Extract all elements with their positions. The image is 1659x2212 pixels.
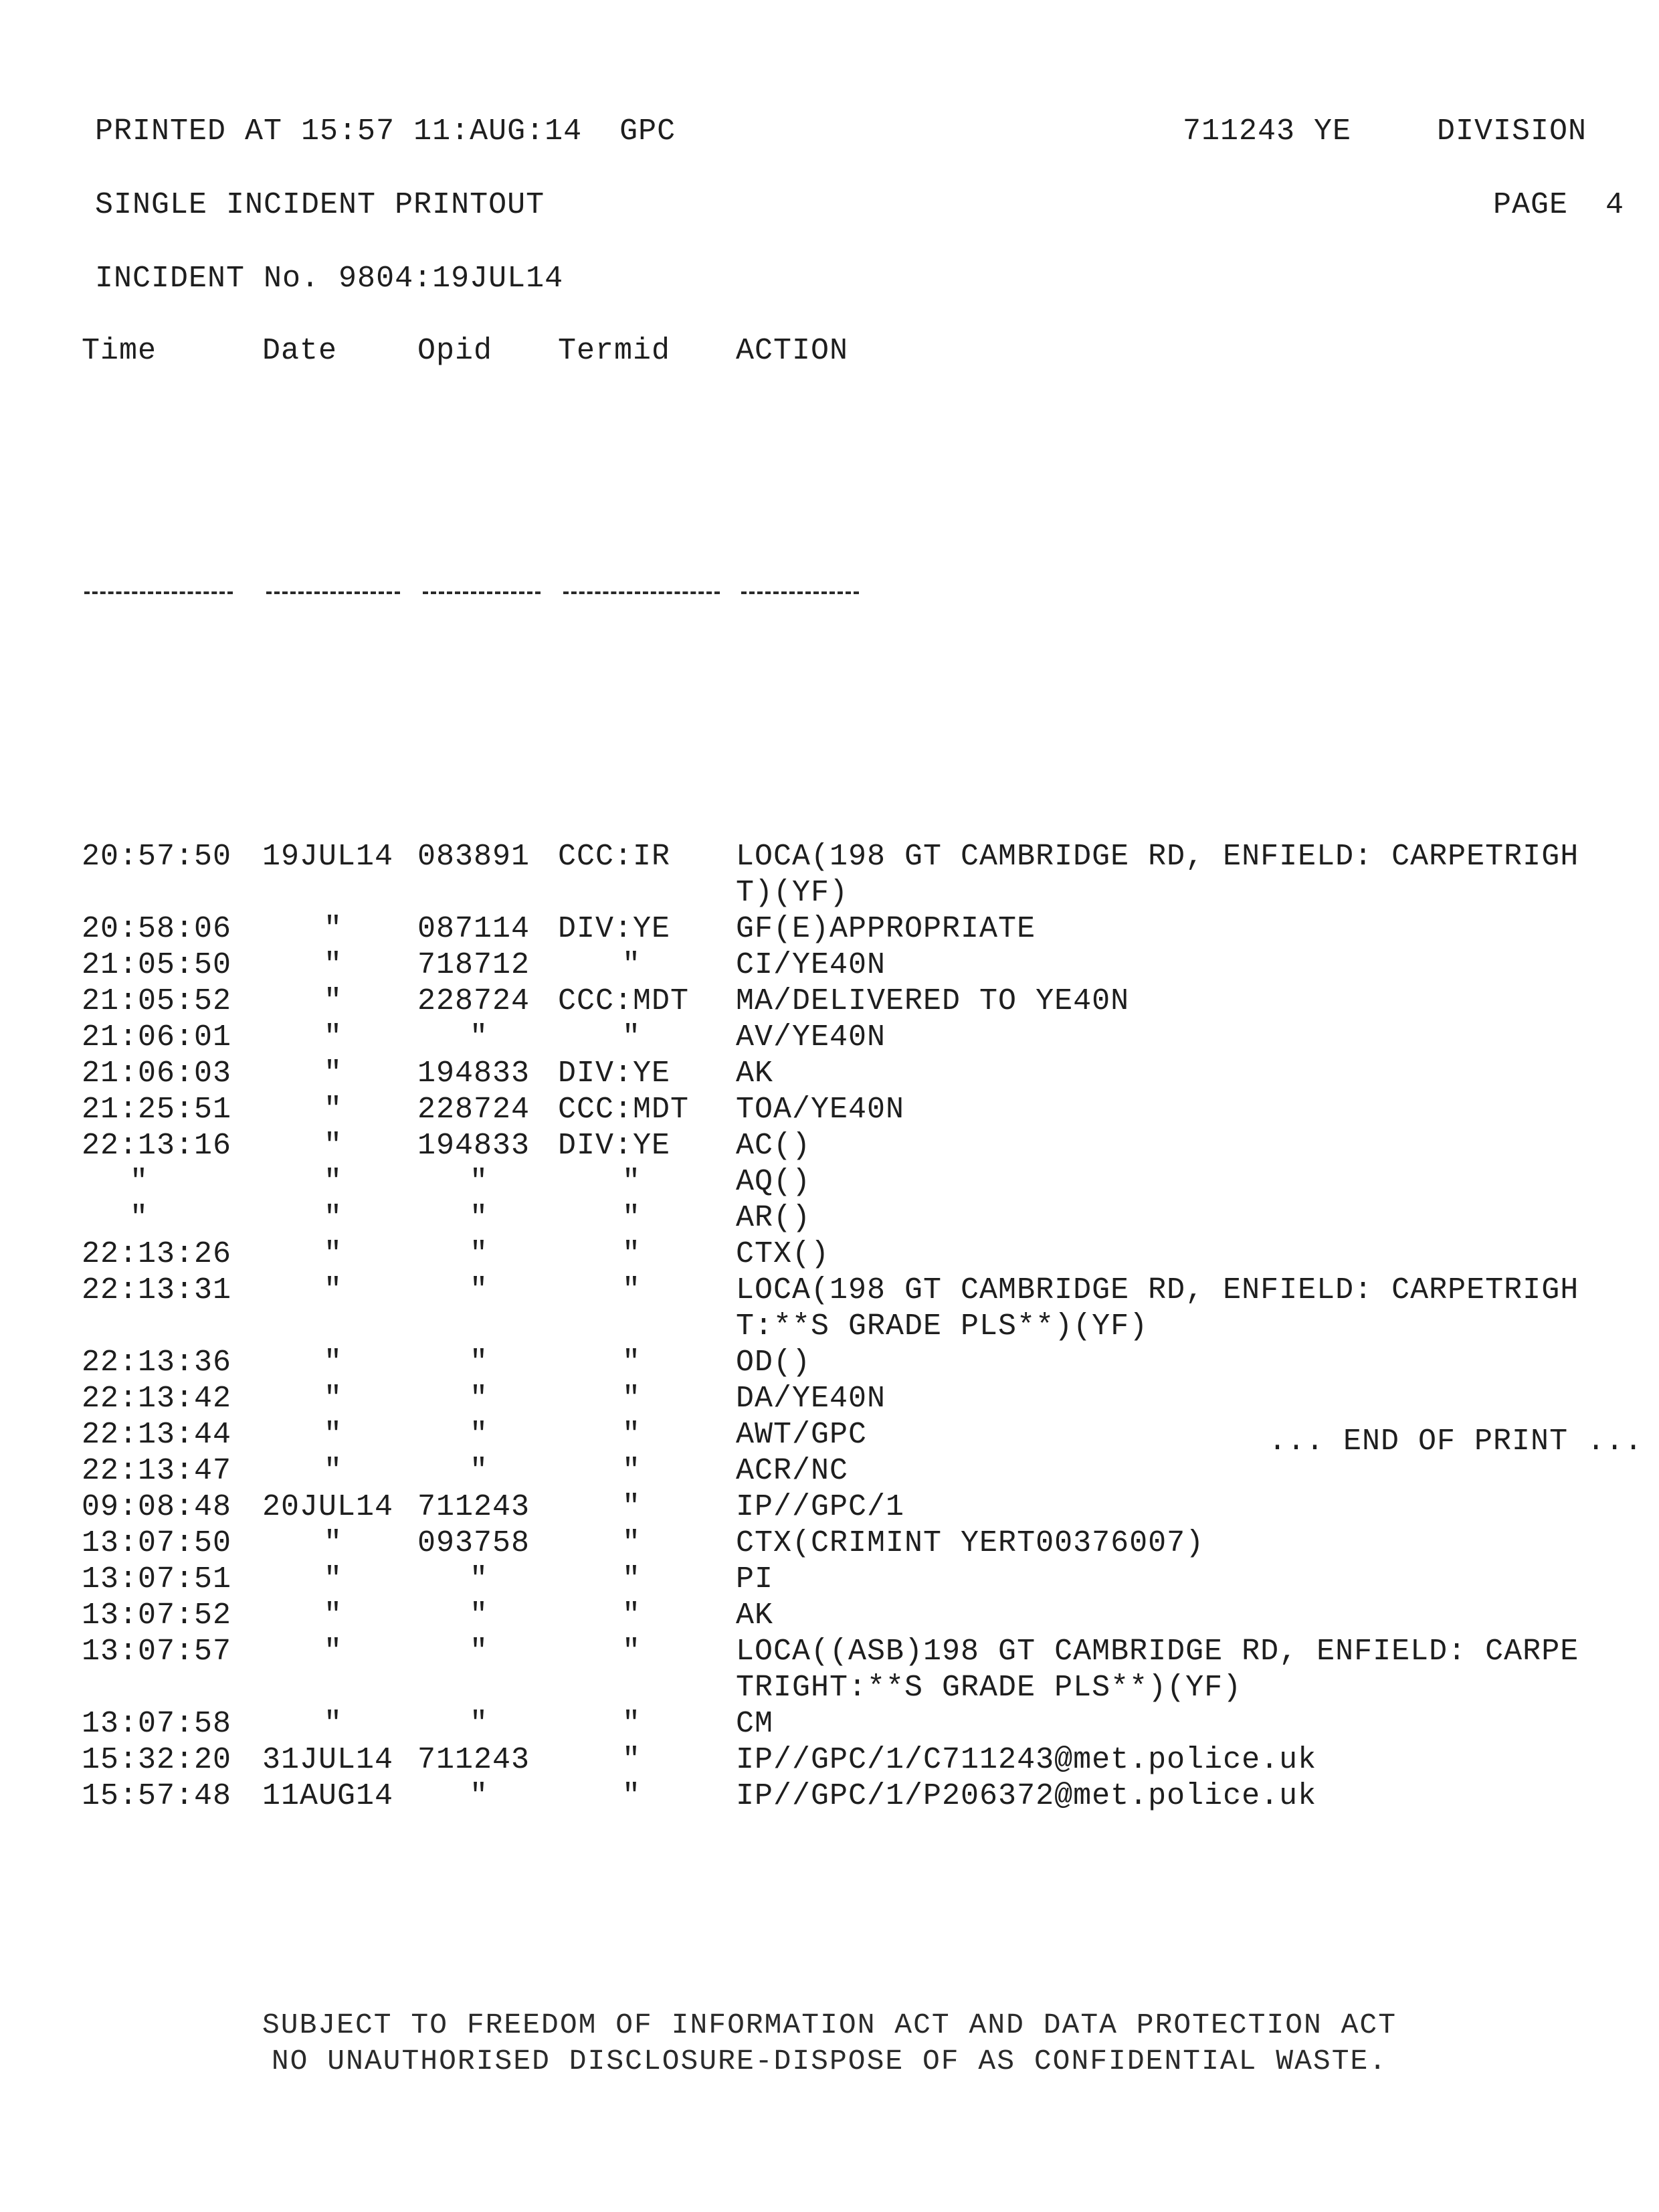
cell-date: " [324, 1526, 343, 1560]
column-header-opid: Opid [417, 334, 493, 368]
table-row [82, 1273, 1580, 1345]
cell-action: PI [736, 1562, 774, 1596]
cell-opid: " [470, 1382, 489, 1416]
cell-termid: " [622, 1635, 642, 1669]
cell-termid: " [622, 1418, 642, 1452]
cell-termid: " [622, 1020, 642, 1054]
table-row [82, 1092, 1580, 1128]
footer-line-1: SUBJECT TO FREEDOM OF INFORMATION ACT AND DATA PROTECTION ACT [262, 2009, 1397, 2041]
cell-date: " [324, 948, 343, 982]
cell-time: 13:07:57 [82, 1635, 232, 1669]
user-id: 711243 YE [1183, 114, 1352, 149]
table-row [82, 1562, 1580, 1598]
cell-opid: " [470, 1454, 489, 1488]
cell-opid: 194833 [417, 1056, 530, 1091]
cell-action: CTX(CRIMINT YERT00376007) [736, 1526, 1205, 1560]
table-row [82, 1345, 1580, 1381]
cell-time: 13:07:51 [82, 1562, 232, 1596]
cell-termid: " [622, 1165, 642, 1199]
cell-termid: " [622, 1201, 642, 1235]
cell-time: 22:13:47 [82, 1454, 232, 1488]
cell-opid: " [470, 1418, 489, 1452]
column-header-date: Date [262, 334, 338, 368]
cell-time: 15:32:20 [82, 1743, 232, 1777]
cell-time: 15:57:48 [82, 1779, 232, 1813]
cell-action: TOA/YE40N [736, 1093, 905, 1127]
table-row [82, 947, 1580, 984]
cell-time: 09:08:48 [82, 1490, 232, 1524]
cell-time: 21:25:51 [82, 1093, 232, 1127]
cell-date: " [324, 1707, 343, 1741]
cell-time: 22:13:44 [82, 1418, 232, 1452]
table-row [82, 839, 1580, 911]
cell-action: AR() [736, 1201, 811, 1235]
cell-action: LOCA(198 GT CAMBRIDGE RD, ENFIELD: CARPETRIGHT)(YF) [736, 840, 1579, 910]
cell-action: AV/YE40N [736, 1020, 886, 1054]
division-label: DIVISION [1437, 114, 1587, 149]
cell-time: " [130, 1201, 149, 1235]
table-row [82, 1128, 1580, 1164]
cell-date: " [324, 1598, 343, 1633]
opid-underline [423, 591, 541, 594]
cell-action: IP//GPC/1 [736, 1490, 905, 1524]
cell-action: LOCA(198 GT CAMBRIDGE RD, ENFIELD: CARPETRIGHT:**S GRADE PLS**)(YF) [736, 1273, 1579, 1344]
cell-time: 20:58:06 [82, 912, 232, 946]
cell-opid: 194833 [417, 1129, 530, 1163]
cell-date: 20JUL14 [262, 1490, 394, 1524]
cell-time: 22:13:16 [82, 1129, 232, 1163]
cell-date: " [324, 1129, 343, 1163]
cell-action: GF(E)APPROPRIATE [736, 912, 1036, 946]
cell-date: 11AUG14 [262, 1779, 394, 1813]
termid-underline [563, 591, 720, 594]
cell-opid: " [470, 1237, 489, 1271]
action-underline [741, 591, 859, 594]
cell-termid: " [622, 1526, 642, 1560]
cell-termid: " [622, 1779, 642, 1813]
table-row [82, 1778, 1580, 1815]
cell-action: MA/DELIVERED TO YE40N [736, 984, 1130, 1018]
cell-termid: " [622, 1273, 642, 1307]
table-row [82, 1742, 1580, 1778]
cell-action: AQ() [736, 1165, 811, 1199]
cell-action: CI/YE40N [736, 948, 886, 982]
table-row [82, 1200, 1580, 1236]
cell-action: IP//GPC/1/P206372@met.police.uk [736, 1779, 1317, 1813]
column-header-time: Time [82, 334, 157, 368]
column-header-termid: Termid [558, 334, 671, 368]
cell-termid: CCC:IR [558, 840, 671, 874]
cell-opid: " [470, 1165, 489, 1199]
table-row [82, 1526, 1580, 1562]
table-row [82, 1056, 1580, 1092]
table-row [82, 1489, 1580, 1526]
cell-action: AK [736, 1598, 774, 1633]
cell-termid: DIV:YE [558, 912, 671, 946]
cell-termid: " [622, 1562, 642, 1596]
cell-opid: " [470, 1779, 489, 1813]
cell-date: " [324, 1020, 343, 1054]
cell-termid: " [622, 1346, 642, 1380]
cell-opid: " [470, 1707, 489, 1741]
cell-action: AK [736, 1056, 774, 1091]
cell-date: " [324, 1346, 343, 1380]
column-header-action: ACTION [736, 334, 849, 368]
cell-opid: 083891 [417, 840, 530, 874]
cell-date: " [324, 1635, 343, 1669]
cell-opid: " [470, 1562, 489, 1596]
cell-date: " [324, 1093, 343, 1127]
table-row [82, 1598, 1580, 1634]
cell-date: " [324, 1273, 343, 1307]
cell-time: 21:05:52 [82, 984, 232, 1018]
table-row [82, 1236, 1580, 1273]
table-row [82, 911, 1580, 947]
cell-action: AC() [736, 1129, 811, 1163]
cell-opid: " [470, 1273, 489, 1307]
cell-time: 22:13:31 [82, 1273, 232, 1307]
table-row [82, 1706, 1580, 1742]
cell-action: CTX() [736, 1237, 830, 1271]
table-row [82, 1164, 1580, 1200]
cell-time: 21:05:50 [82, 948, 232, 982]
cell-termid: " [622, 1707, 642, 1741]
cell-action: CM [736, 1707, 774, 1741]
cell-action: DA/YE40N [736, 1382, 886, 1416]
cell-opid: 228724 [417, 984, 530, 1018]
cell-termid: " [622, 1598, 642, 1633]
cell-time: 22:13:42 [82, 1382, 232, 1416]
cell-date: " [324, 984, 343, 1018]
cell-time: 22:13:26 [82, 1237, 232, 1271]
incident-log-table [82, 333, 1580, 1815]
cell-opid: " [470, 1635, 489, 1669]
cell-date: " [324, 1418, 343, 1452]
cell-date: " [324, 1165, 343, 1199]
cell-opid: 711243 [417, 1743, 530, 1777]
cell-opid: " [470, 1201, 489, 1235]
cell-opid: 087114 [417, 912, 530, 946]
cell-time: 21:06:01 [82, 1020, 232, 1054]
cell-termid: " [622, 1382, 642, 1416]
cell-opid: 228724 [417, 1093, 530, 1127]
cell-time: 22:13:36 [82, 1346, 232, 1380]
cell-termid: CCC:MDT [558, 1093, 690, 1127]
printed-at-line: PRINTED AT 15:57 11:AUG:14 GPC [95, 114, 676, 149]
cell-date: " [324, 1382, 343, 1416]
cell-date: " [324, 1201, 343, 1235]
cell-date: " [324, 1056, 343, 1091]
date-underline [266, 591, 400, 594]
header-underline-row [82, 586, 1580, 839]
footer-line-2: NO UNAUTHORISED DISCLOSURE-DISPOSE OF AS CONFIDENTIAL WASTE. [271, 2045, 1388, 2078]
cell-time: " [130, 1165, 149, 1199]
cell-date: " [324, 1454, 343, 1488]
cell-termid: " [622, 1454, 642, 1488]
cell-termid: DIV:YE [558, 1056, 671, 1091]
cell-opid: 718712 [417, 948, 530, 982]
table-row [82, 1634, 1580, 1706]
page-number: PAGE 4 [1493, 188, 1625, 222]
table-row [82, 1381, 1580, 1417]
cell-time: 13:07:52 [82, 1598, 232, 1633]
cell-time: 13:07:50 [82, 1526, 232, 1560]
table-row [82, 1020, 1580, 1056]
cell-action: OD() [736, 1346, 811, 1380]
cell-date: 31JUL14 [262, 1743, 394, 1777]
cell-time: 21:06:03 [82, 1056, 232, 1091]
table-row [82, 984, 1580, 1020]
incident-number: INCIDENT No. 9804:19JUL14 [95, 262, 564, 296]
cell-opid: " [470, 1346, 489, 1380]
cell-action: AWT/GPC [736, 1418, 868, 1452]
end-of-print: ... END OF PRINT ... [1268, 1424, 1644, 1459]
cell-opid: 093758 [417, 1526, 530, 1560]
cell-date: " [324, 1237, 343, 1271]
cell-date: 19JUL14 [262, 840, 394, 874]
printout-title: SINGLE INCIDENT PRINTOUT [95, 188, 545, 222]
table-header-row [82, 333, 1580, 586]
cell-termid: DIV:YE [558, 1129, 671, 1163]
cell-date: " [324, 912, 343, 946]
cell-action: IP//GPC/1/C711243@met.police.uk [736, 1743, 1317, 1777]
cell-opid: " [470, 1020, 489, 1054]
cell-action: ACR/NC [736, 1454, 849, 1488]
cell-opid: 711243 [417, 1490, 530, 1524]
table-body [82, 839, 1580, 1815]
cell-date: " [324, 1562, 343, 1596]
cell-termid: " [622, 1743, 642, 1777]
cell-termid: " [622, 1490, 642, 1524]
cell-termid: " [622, 948, 642, 982]
time-underline [84, 591, 233, 594]
cell-termid: " [622, 1237, 642, 1271]
cell-time: 13:07:58 [82, 1707, 232, 1741]
cell-time: 20:57:50 [82, 840, 232, 874]
cell-action: LOCA((ASB)198 GT CAMBRIDGE RD, ENFIELD: CARPETRIGHT:**S GRADE PLS**)(YF) [736, 1635, 1579, 1705]
cell-termid: CCC:MDT [558, 984, 690, 1018]
cell-opid: " [470, 1598, 489, 1633]
